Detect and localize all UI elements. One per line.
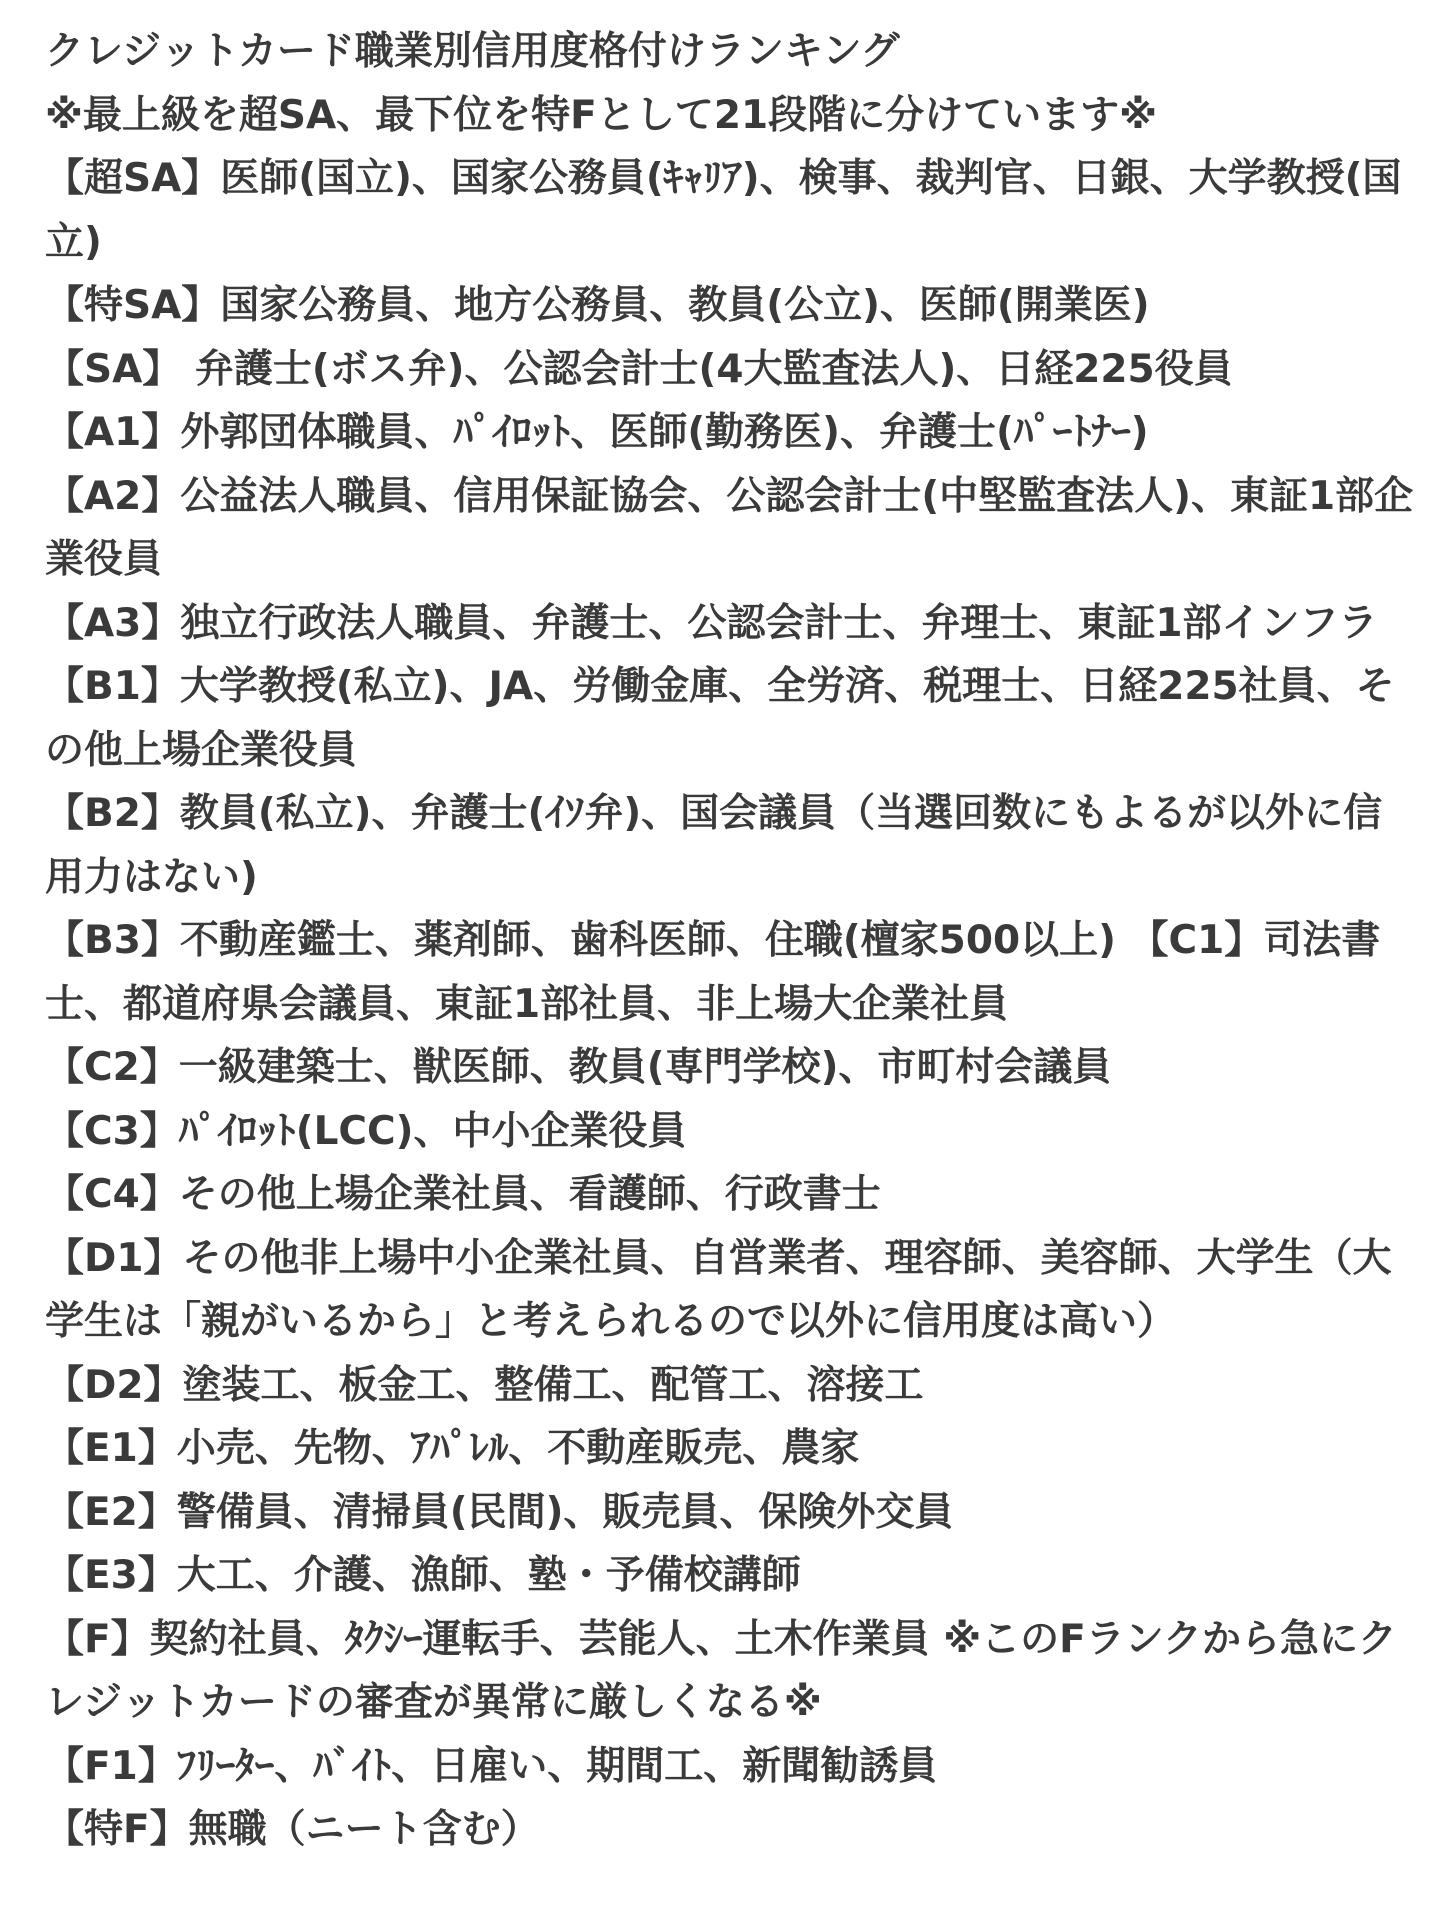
rank-line-super-sa: 【超SA】医師(国立)、国家公務員(ｷｬﾘｱ)、検事、裁判官、日銀、大学教授(国立) (45, 156, 1402, 265)
rank-line-a3: 【A3】独立行政法人職員、弁護士、公認会計士、弁理士、東証1部インフラ (45, 600, 1378, 646)
rank-line-e2: 【E2】警備員、清掃員(民間)、販売員、保険外交員 (45, 1489, 954, 1535)
rank-line-e3: 【E3】大工、介護、漁師、塾・予備校講師 (45, 1553, 801, 1598)
document-note: ※最上級を超SA、最下位を特Fとして21段階に分けています※ (45, 92, 1158, 138)
rank-line-b1: 【B1】大学教授(私立)、JA、労働金庫、全労済、税理士、日経225社員、その他上場企業役員 (45, 664, 1395, 773)
ranking-document (45, 20, 1415, 1862)
rank-line-special-sa: 【特SA】国家公務員、地方公務員、教員(公立)、医師(開業医) (45, 283, 1150, 328)
rank-line-f: 【F】契約社員、ﾀｸｼｰ運転手、芸能人、土木作業員 ※このFランクから急にクレジットカードの審査が異常に厳しくなる※ (45, 1616, 1397, 1725)
rank-line-f1: 【F1】ﾌﾘｰﾀｰ、ﾊﾞｲﾄ、日雇い、期間工、新聞勧誘員 (45, 1743, 938, 1789)
rank-line-e1: 【E1】小売、先物、ｱﾊﾟﾚﾙ、不動産販売、農家 (45, 1426, 860, 1471)
rank-line-c4: 【C4】その他上場企業社員、看護師、行政書士 (45, 1172, 881, 1217)
document-title: クレジットカード職業別信用度格付けランキング (45, 29, 900, 74)
rank-line-special-f: 【特F】無職（ニート含む） (45, 1807, 540, 1852)
rank-line-a2: 【A2】公益法人職員、信用保証協会、公認会計士(中堅監査法人)、東証1部企業役員 (45, 473, 1414, 582)
rank-line-d2: 【D2】塗装工、板金工、整備工、配管工、溶接工 (45, 1362, 924, 1408)
rank-line-sa: 【SA】 弁護士(ボス弁)、公認会計士(4大監査法人)、日経225役員 (45, 346, 1233, 392)
rank-line-b3-c1: 【B3】不動産鑑士、薬剤師、歯科医師、住職(檀家500以上) 【C1】司法書士、都道府県会議員、東証1部社員、非上場大企業社員 (45, 918, 1381, 1027)
rank-line-a1: 【A1】外郭団体職員、ﾊﾟｲﾛｯﾄ、医師(勤務医)、弁護士(ﾊﾟｰﾄﾅｰ) (45, 410, 1149, 455)
rank-line-d1: 【D1】その他非上場中小企業社員、自営業者、理容師、美容師、大学生（大学生は「親がいるから」と考えられるので以外に信用度は高い） (45, 1235, 1392, 1344)
rank-line-c3: 【C3】ﾊﾟｲﾛｯﾄ(LCC)、中小企業役員 (45, 1108, 687, 1154)
rank-line-c2: 【C2】一級建築士、獣医師、教員(専門学校)、市町村会議員 (45, 1045, 1112, 1090)
rank-line-b2: 【B2】教員(私立)、弁護士(ｲｿ弁)、国会議員（当選回数にもよるが以外に信用力はない) (45, 791, 1383, 900)
